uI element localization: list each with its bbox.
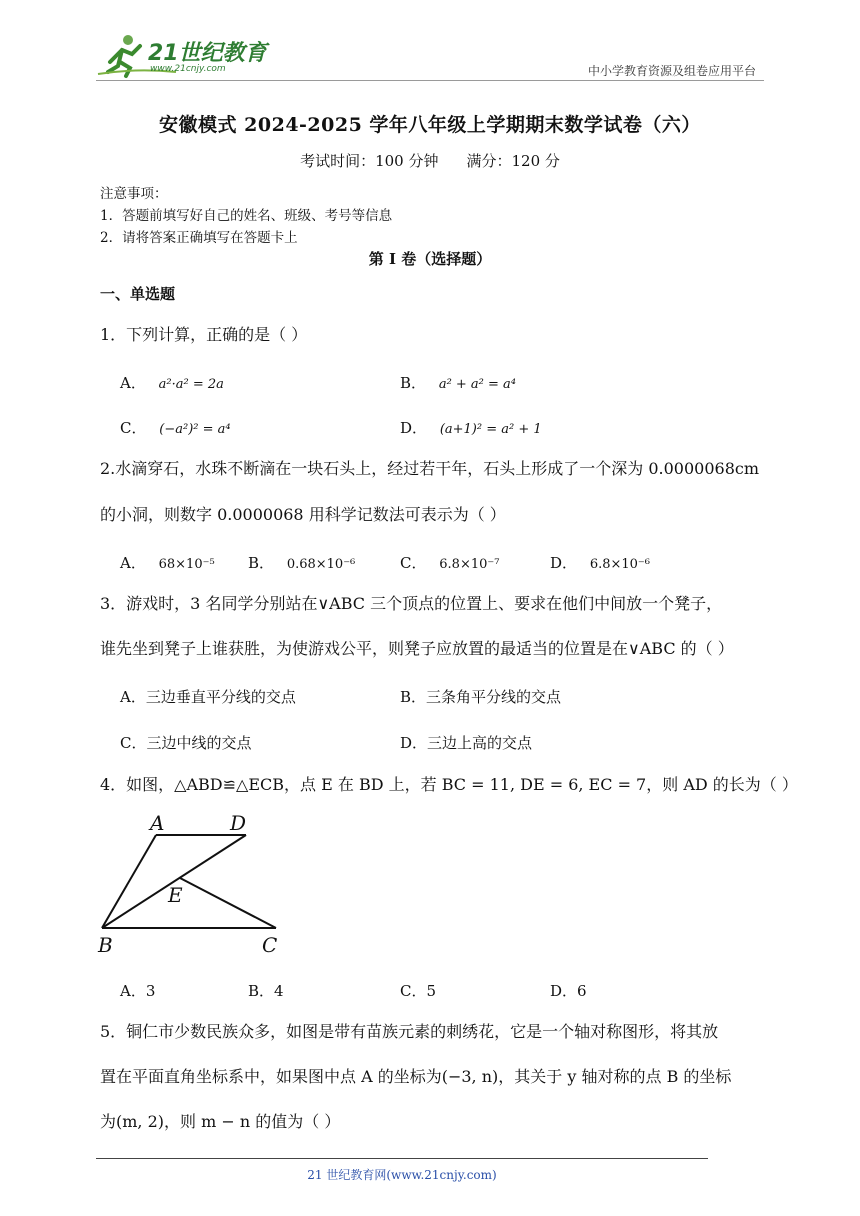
option-math: (−a²)² = a⁴ bbox=[159, 422, 231, 437]
q2-option-b[interactable] bbox=[248, 552, 355, 573]
option-math: (a+1)² = a² + 1 bbox=[439, 422, 542, 437]
question-3-stem-line1: 3．游戏时，3 名同学分别站在∨ABC 三个顶点的位置上、要求在他们中间放一个凳子， bbox=[100, 594, 723, 613]
exam-time: 考试时间：100 分钟 bbox=[300, 152, 439, 170]
q3-option-c[interactable] bbox=[120, 732, 252, 753]
segment-ec bbox=[180, 878, 276, 928]
question-5-stem-line3: 为(m, 2)，则 m − n 的值为（ ） bbox=[100, 1112, 341, 1131]
q3-option-a[interactable] bbox=[120, 686, 296, 707]
triangle-figure bbox=[96, 810, 296, 960]
option-label: C． bbox=[400, 982, 427, 1000]
label-c: C bbox=[262, 933, 278, 957]
q2-option-a[interactable] bbox=[120, 552, 215, 573]
option-label: C． bbox=[120, 734, 147, 752]
option-label: C． bbox=[400, 554, 427, 572]
question-2-stem-line2: 的小洞，则数字 0.0000068 用科学记数法可表示为（ ） bbox=[100, 505, 506, 524]
question-5-stem-line1: 5．铜仁市少数民族众多，如图是带有苗族元素的刺绣花，它是一个轴对称图形，将其放 bbox=[100, 1022, 719, 1041]
segment-bd bbox=[102, 835, 246, 928]
footer-divider bbox=[96, 1158, 708, 1159]
question-4-stem: 4．如图，△ABD≌△ECB，点 E 在 BD 上，若 BC = 11, DE = 6, EC = 7，则 AD 的长为（ ） bbox=[100, 775, 798, 794]
option-text: 4 bbox=[274, 982, 284, 1000]
option-text: 三边上高的交点 bbox=[427, 734, 533, 752]
q4-option-d[interactable] bbox=[550, 980, 587, 1001]
q1-option-a[interactable] bbox=[120, 372, 224, 393]
q1-option-c[interactable] bbox=[120, 417, 231, 438]
header-platform-text: 中小学教育资源及组卷应用平台 bbox=[587, 64, 756, 78]
notice-heading: 注意事项： bbox=[100, 186, 168, 202]
notice-item: 2．请将答案正确填写在答题卡上 bbox=[100, 230, 298, 246]
label-e: E bbox=[168, 883, 183, 907]
q3-option-d[interactable] bbox=[400, 732, 532, 753]
q4-option-c[interactable] bbox=[400, 980, 436, 1001]
option-label: A． bbox=[120, 688, 146, 706]
question-2-stem-line1: 2.水滴穿石，水珠不断滴在一块石头上，经过若干年，石头上形成了一个深为 0.0000068cm bbox=[100, 459, 760, 478]
option-text: 6 bbox=[577, 982, 587, 1000]
option-text: 3 bbox=[145, 982, 156, 1000]
option-math: a²·a² = 2a bbox=[158, 377, 224, 392]
option-text: 三边中线的交点 bbox=[146, 734, 252, 752]
footer-text: 21 世纪教育网(www.21cnjy.com) bbox=[307, 1168, 497, 1182]
option-label: B． bbox=[248, 554, 275, 572]
option-label: B． bbox=[248, 982, 275, 1000]
option-label: A． bbox=[120, 982, 146, 1000]
label-a: A bbox=[150, 811, 165, 835]
option-text: 5 bbox=[426, 982, 437, 1000]
q4-option-a[interactable] bbox=[120, 980, 155, 1001]
option-label: B． bbox=[400, 374, 427, 392]
option-text: 三条角平分线的交点 bbox=[426, 688, 562, 706]
question-5-stem-line2: 置在平面直角坐标系中，如果图中点 A 的坐标为(−3, n)，其关于 y 轴对称的点 B 的坐标 bbox=[100, 1067, 732, 1086]
option-label: D． bbox=[400, 734, 428, 752]
site-logo bbox=[96, 32, 266, 80]
option-label: D． bbox=[400, 419, 428, 437]
question-3-stem-line2: 谁先坐到凳子上谁获胜，为使游戏公平，则凳子应放置的最适当的位置是在∨ABC 的（ ） bbox=[100, 639, 734, 658]
q2-option-c[interactable] bbox=[400, 552, 499, 573]
segment-ab bbox=[102, 835, 156, 928]
notice-item: 1．答题前填写好自己的姓名、班级、考号等信息 bbox=[100, 208, 393, 224]
header-divider bbox=[96, 80, 764, 81]
part-title: 第 I 卷（选择题） bbox=[368, 250, 492, 268]
option-label: D． bbox=[550, 554, 578, 572]
exam-title: 安徽模式 2024-2025 学年八年级上学期期末数学试卷（六） bbox=[159, 114, 701, 136]
option-math: a² + a² = a⁴ bbox=[438, 377, 517, 392]
option-math: 0.68×10⁻⁶ bbox=[286, 557, 356, 572]
option-label: D． bbox=[550, 982, 578, 1000]
q1-option-d[interactable] bbox=[400, 417, 542, 438]
logo-url: www.21cnjy.com bbox=[150, 64, 226, 74]
option-label: A． bbox=[120, 374, 146, 392]
logo-text: 21世纪教育 bbox=[148, 41, 267, 66]
option-math: 68×10⁻⁵ bbox=[158, 557, 215, 572]
section-title: 一、单选题 bbox=[100, 285, 176, 303]
exam-meta bbox=[0, 150, 860, 171]
q1-option-b[interactable] bbox=[400, 372, 516, 393]
option-math: 6.8×10⁻⁶ bbox=[589, 557, 650, 572]
option-math: 6.8×10⁻⁷ bbox=[439, 557, 500, 572]
question-1-stem: 1．下列计算，正确的是（ ） bbox=[100, 325, 308, 344]
option-label: A． bbox=[120, 554, 146, 572]
q3-option-b[interactable] bbox=[400, 686, 561, 707]
option-label: C． bbox=[120, 419, 147, 437]
label-d: D bbox=[230, 811, 247, 835]
option-label: B． bbox=[400, 688, 427, 706]
exam-score: 满分：120 分 bbox=[466, 152, 560, 170]
label-b: B bbox=[98, 933, 113, 957]
q4-option-b[interactable] bbox=[248, 980, 284, 1001]
q2-option-d[interactable] bbox=[550, 552, 650, 573]
option-text: 三边垂直平分线的交点 bbox=[145, 688, 296, 706]
